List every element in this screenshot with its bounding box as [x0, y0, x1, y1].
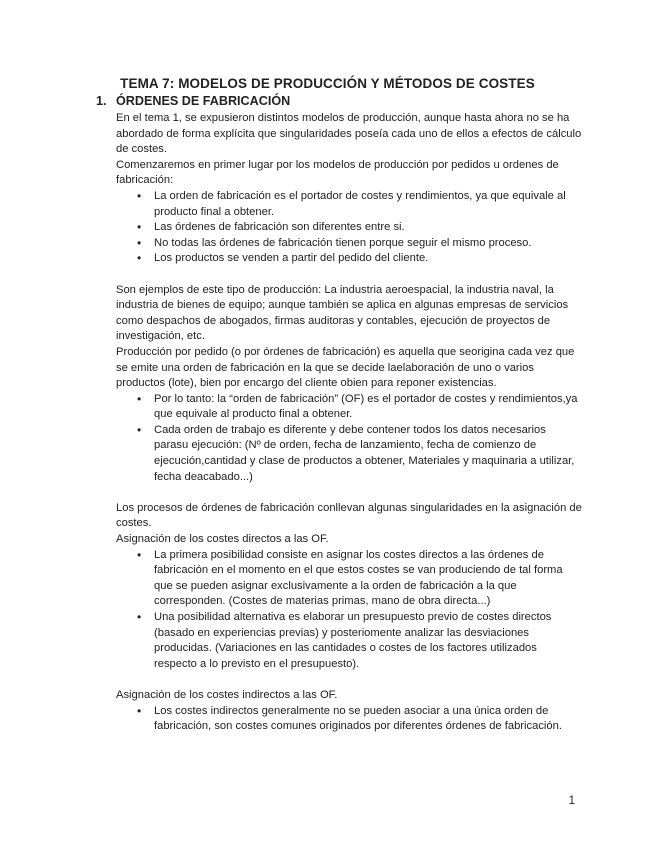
- list-item: • La orden de fabricación es el portador de costes y rendimientos, ya que equivale al producto final a obtener.: [154, 189, 582, 220]
- paragraph: Producción por pedido (o por órdenes de fabricación) es aquella que seorigina cada vez que se emite una orden de fabricación en la que se decide laelaboración de uno o varios productos (lote), bien por encargo del cliente obien para reponer existencias.: [116, 345, 575, 390]
- bullet-list: [116, 548, 582, 673]
- document-title: TEMA 7: MODELOS DE PRODUCCIÓN Y MÉTODOS DE COSTES: [120, 76, 535, 91]
- paragraph: Comenzaremos en primer lugar por los modelos de producción por pedidos u ordenes de fabricación:: [116, 158, 559, 187]
- paragraph: Son ejemplos de este tipo de producción: La industria aeroespacial, la industria naval, la industria de bienes de equipo; aunque también se aplica en algunas empresas de servicios como despachos de abogados, firmas auditoras y contables, ejecución de proyectos de investigación, etc.: [116, 283, 569, 343]
- list-item: • Cada orden de trabajo es diferente y debe contener todos los datos necesarios parasu ejecución: (Nº de orden, fecha de lanzamiento, fecha de comienzo de ejecución,cantidad y clase de productos a obtener, Materiales y maquinaria a utilizar, fecha deacabado...): [154, 423, 582, 485]
- list-item: • Los productos se venden a partir del pedido del cliente.: [154, 251, 582, 267]
- bullet-list: [116, 392, 582, 486]
- page-number: 1: [568, 795, 575, 807]
- section-title: ÓRDENES DE FABRICACIÓN: [116, 94, 291, 108]
- list-item: • Las órdenes de fabricación son diferentes entre si.: [154, 220, 582, 236]
- subheading-indirect-costs: Asignación de los costes indirectos a las OF.: [116, 688, 338, 701]
- list-item: • Por lo tanto: la “orden de fabricación” (OF) es el portador de costes y rendimientos,ya que equivale al producto final a obtener.: [154, 392, 582, 423]
- paragraph: En el tema 1, se expusieron distintos modelos de producción, aunque hasta ahora no se ha abordado de forma explícita que singularidades poseía cada uno de ellos a efectos de cálculo de costes.: [116, 112, 582, 156]
- document-body: [116, 111, 582, 735]
- list-item: • Los costes indirectos generalmente no se pueden asociar a una única orden de fabricación, son costes comunes originados por diferentes órdenes de fabricación.: [154, 704, 582, 735]
- bullet-list: [116, 704, 582, 735]
- subheading-direct-costs: Asignación de los costes directos a las OF.: [116, 533, 329, 546]
- section-number: 1.: [96, 94, 107, 108]
- paragraph: Los procesos de órdenes de fabricación conllevan algunas singularidades en la asignación de costes.: [116, 501, 582, 530]
- list-item: • La primera posibilidad consiste en asignar los costes directos a las órdenes de fabricación en el momento en el que estos costes se van produciendo de tal forma que se pueden asignar exclusivamente a la orden de fabricación a la que corresponden. (Costes de materias primas, mano de obra directa...): [154, 548, 582, 610]
- list-item: • No todas las órdenes de fabricación tienen porque seguir el mismo proceso.: [154, 236, 582, 252]
- list-item: • Una posibilidad alternativa es elaborar un presupuesto previo de costes directos (basado en experiencias previas) y posteriomente analizar las desviaciones producidas. (Variaciones en las cantidades o costes de los factores utilizados respecto a lo previsto en el presupuesto).: [154, 610, 582, 672]
- section-heading: [96, 94, 290, 108]
- bullet-list: [116, 189, 582, 267]
